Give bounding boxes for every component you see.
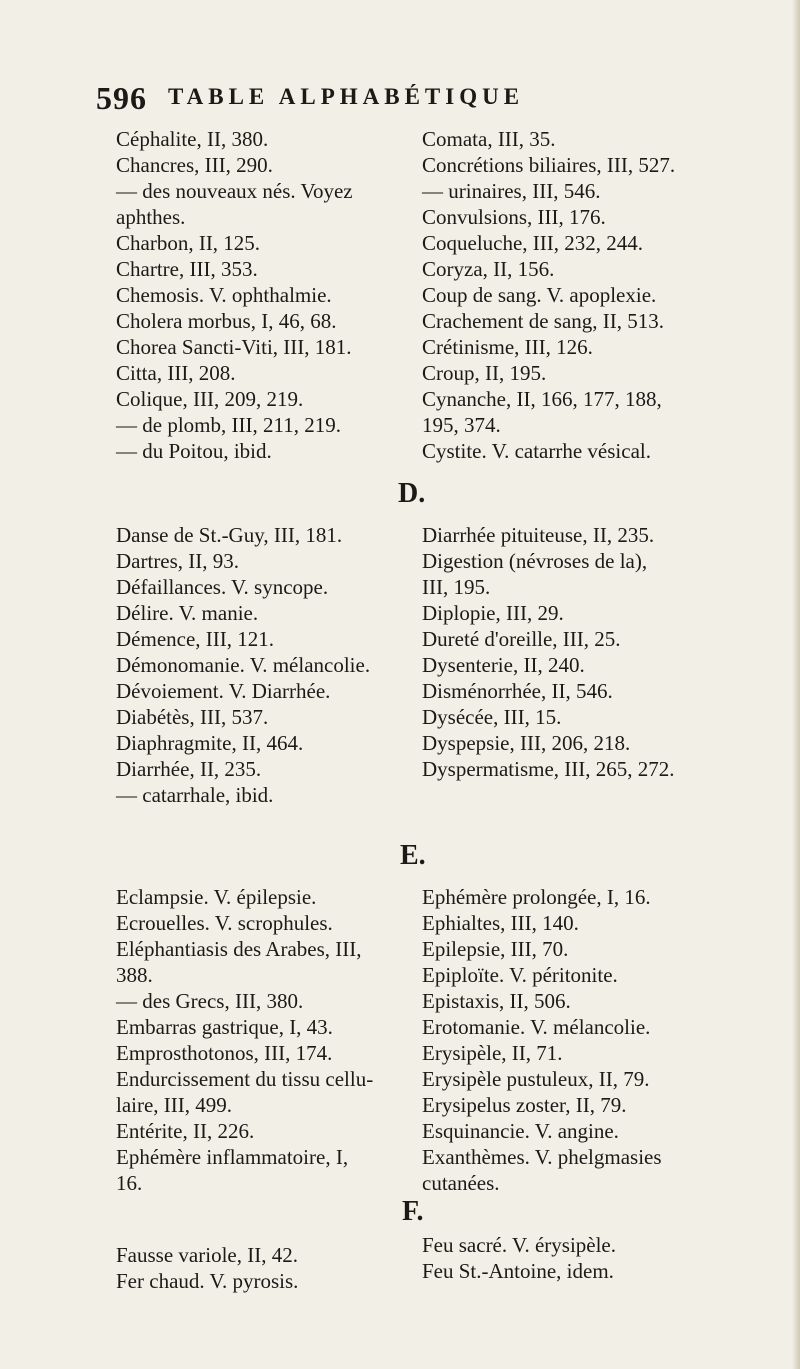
page-number: 596 [96,80,147,116]
index-entry: Dyspepsie, III, 206, 218. [422,731,631,755]
index-entry: Epilepsie, III, 70. [422,937,569,961]
index-entry: Démence, III, 121. [116,627,275,651]
index-entry: Délire. V. manie. [116,601,259,625]
index-entry: Dysenterie, II, 240. [422,653,585,677]
index-entry: Chancres, III, 290. [116,153,273,177]
page-header [96,80,736,122]
index-entry: — de plomb, III, 211, 219. [116,413,341,437]
index-entry: Danse de St.-Guy, III, 181. [116,523,343,547]
index-entry: Citta, III, 208. [116,361,236,385]
index-entry: Entérite, II, 226. [116,1119,255,1143]
index-entry: Dysécée, III, 15. [422,705,562,729]
index-entry: Diplopie, III, 29. [422,601,564,625]
index-entry: Cholera morbus, I, 46, 68. [116,309,337,333]
index-entry: Dyspermatisme, III, 265, 272. [422,757,675,781]
index-entry: Erysipelus zoster, II, 79. [422,1093,627,1117]
index-entry: Digestion (névroses de la), [422,549,648,573]
index-entry: Exanthèmes. V. phelgmasies [422,1145,662,1169]
section-letter-d: D. [398,478,426,509]
index-entry: Crétinisme, III, 126. [422,335,593,359]
index-entry: Erotomanie. V. mélancolie. [422,1015,651,1039]
index-entry-continuation: cutanées. [422,1171,500,1195]
index-entry: — urinaires, III, 546. [422,179,601,203]
index-entry: Crachement de sang, II, 513. [422,309,665,333]
index-entry: — catarrhale, ibid. [116,783,274,807]
index-entry: Diarrhée, II, 235. [116,757,262,781]
index-entry: Esquinancie. V. angine. [422,1119,619,1143]
index-entry-continuation: 16. [116,1171,143,1195]
index-entry: Diabétès, III, 537. [116,705,269,729]
index-entry: Epistaxis, II, 506. [422,989,571,1013]
index-entry: Cystite. V. catarrhe vésical. [422,439,651,463]
index-entry: Feu sacré. V. érysipèle. [422,1233,617,1257]
index-entry: Fausse variole, II, 42. [116,1243,298,1267]
section-e-right-column [422,884,797,1196]
index-entry: Dureté d'oreille, III, 25. [422,627,621,651]
index-entry: Ephialtes, III, 140. [422,911,579,935]
index-entry: Convulsions, III, 176. [422,205,606,229]
index-entry: Dartres, II, 93. [116,549,240,573]
index-entry: Erysipèle pustuleux, II, 79. [422,1067,650,1091]
index-entry: Fer chaud. V. pyrosis. [116,1269,299,1293]
section-d-right-column [422,522,797,782]
index-entry: Croup, II, 195. [422,361,547,385]
index-entry: Diaphragmite, II, 464. [116,731,304,755]
index-entry: Démonomanie. V. mélancolie. [116,653,371,677]
index-entry: — des Grecs, III, 380. [116,989,304,1013]
index-entry: Coryza, II, 156. [422,257,555,281]
index-entry: Chemosis. V. ophthalmie. [116,283,332,307]
index-entry-continuation: aphthes. [116,205,186,229]
index-entry: Eclampsie. V. épilepsie. [116,885,317,909]
section-letter-f: F. [402,1196,424,1227]
index-entry: Endurcissement du tissu cellu- [116,1067,374,1091]
index-entry: Eléphantiasis des Arabes, III, [116,937,362,961]
section-letter-e: E. [400,840,426,871]
index-entry: Colique, III, 209, 219. [116,387,304,411]
section-c-right-column [422,126,797,464]
index-entry: Ephémère prolongée, I, 16. [422,885,651,909]
index-entry: Dévoiement. V. Diarrhée. [116,679,331,703]
index-entry-continuation: 388. [116,963,153,987]
index-entry: Diarrhée pituiteuse, II, 235. [422,523,655,547]
running-title: TABLE ALPHABÉTIQUE [168,84,525,109]
index-entry: Cynanche, II, 166, 177, 188, [422,387,662,411]
index-entry: Concrétions biliaires, III, 527. [422,153,676,177]
index-entry: Défaillances. V. syncope. [116,575,329,599]
index-entry: Chorea Sancti-Viti, III, 181. [116,335,352,359]
index-entry: Disménorrhée, II, 546. [422,679,613,703]
index-entry: Céphalite, II, 380. [116,127,269,151]
index-entry: — des nouveaux nés. Voyez [116,179,353,203]
index-entry: Ecrouelles. V. scrophules. [116,911,333,935]
index-entry: Emprosthotonos, III, 174. [116,1041,333,1065]
index-entry-continuation: III, 195. [422,575,491,599]
index-entry: Coup de sang. V. apoplexie. [422,283,657,307]
section-f-right-column [422,1232,797,1284]
index-entry: Chartre, III, 353. [116,257,258,281]
index-entry: Epiploïte. V. péritonite. [422,963,618,987]
index-entry: Feu St.-Antoine, idem. [422,1259,614,1283]
index-entry: Charbon, II, 125. [116,231,261,255]
index-entry: — du Poitou, ibid. [116,439,272,463]
index-entry: Embarras gastrique, I, 43. [116,1015,333,1039]
index-entry: Comata, III, 35. [422,127,556,151]
index-entry: Ephémère inflammatoire, I, [116,1145,349,1169]
index-entry: Erysipèle, II, 71. [422,1041,563,1065]
index-entry-continuation: 195, 374. [422,413,501,437]
index-entry-continuation: laire, III, 499. [116,1093,233,1117]
index-entry: Coqueluche, III, 232, 244. [422,231,644,255]
